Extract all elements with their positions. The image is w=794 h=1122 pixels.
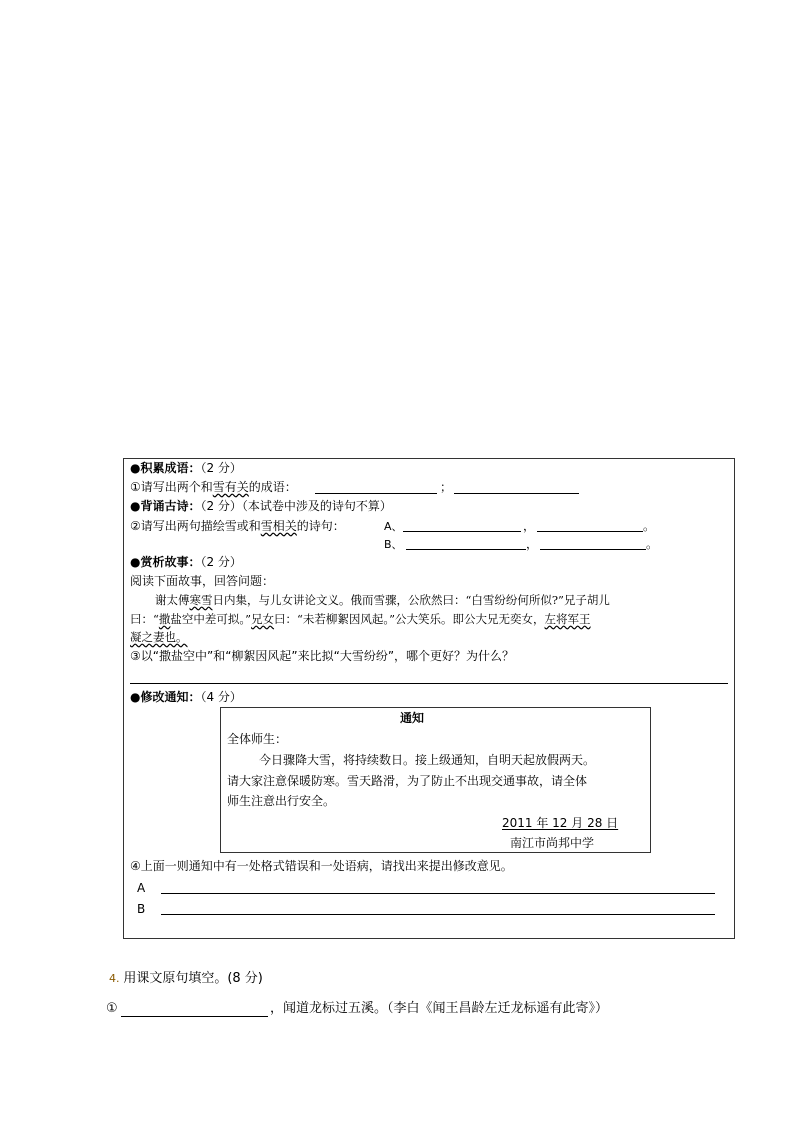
notice-line-1: 今日骤降大雪，将持续数日。接上级通知，自明天起放假两天。 xyxy=(259,753,596,767)
q1-prompt-end: 的成语： xyxy=(248,480,297,494)
q4-label-b: B xyxy=(137,902,146,916)
q2-blank-a1[interactable] xyxy=(403,531,521,532)
q2-period-a: 。 xyxy=(643,519,656,533)
q3-story-1b: 寒雪 xyxy=(189,593,213,607)
section4-heading xyxy=(109,969,263,988)
q4-score: （4 分） xyxy=(200,690,242,704)
q2-prompt-line xyxy=(130,517,345,535)
q4-question: ④上面一则通知中有一处格式错误和一处语病，请找出来提出修改意见。 xyxy=(130,859,513,873)
q3-header-line xyxy=(130,553,242,571)
notice-greeting: 全体师生： xyxy=(227,732,288,746)
q4-header-line xyxy=(130,688,242,706)
q1-separator: ； xyxy=(440,480,453,494)
q2-blank-b2[interactable] xyxy=(540,549,646,550)
q2-period-b: 。 xyxy=(646,537,659,551)
section4-number: 4. xyxy=(109,972,120,985)
q4-answer-a[interactable] xyxy=(161,893,715,894)
section4-item1-text: ，闻道龙标过五溪。（李白《闻王昌龄左迁龙标遥有此寄》） xyxy=(270,1001,609,1016)
q2-prompt-end: 的诗句： xyxy=(296,519,345,533)
q3-story-2f: 左将军王 xyxy=(544,612,591,626)
section4-title: 用课文原句填空。(8 分) xyxy=(123,971,263,986)
q3-header: ●赏析故事： xyxy=(130,555,201,569)
q4-header: ●修改通知： xyxy=(130,690,201,704)
q1-header-line xyxy=(130,459,242,477)
q3-intro: 阅读下面故事，回答问题： xyxy=(130,574,275,588)
q3-answer-line[interactable] xyxy=(130,683,728,684)
q2-blank-b1[interactable] xyxy=(406,549,526,550)
q3-story-2d: 兄女 xyxy=(251,612,275,626)
notice-signer: 南江市尚邦中学 xyxy=(510,836,595,850)
notice-line-2: 请大家注意保暖防寒。雪天路滑，为了防止不出现交通事故，请全体 xyxy=(227,774,588,788)
q1-score: （2 分） xyxy=(200,461,242,475)
q2-header-line xyxy=(130,497,392,515)
q2-prompt-emph: 雪相关 xyxy=(260,519,297,533)
q2-header: ●背诵古诗： xyxy=(130,499,201,513)
notice-line-3: 师生注意出行安全。 xyxy=(227,794,336,808)
q3-story-line-3 xyxy=(130,628,188,646)
section4-item1-blank[interactable] xyxy=(121,1016,268,1017)
section4-item1-num: ① xyxy=(106,1001,118,1016)
q3-story-2b: 撒 xyxy=(158,612,171,626)
q2-comma-b: ， xyxy=(526,537,539,551)
q3-story-2a: 曰：“ xyxy=(130,612,159,626)
q1-blank-2[interactable] xyxy=(454,493,579,494)
section4-item-1 xyxy=(106,1000,118,1018)
q3-question: ③以“撒盐空中”和“柳絮因风起”来比拟“大雪纷纷”，哪个更好？为什么？ xyxy=(130,649,515,663)
q4-answer-b[interactable] xyxy=(161,914,715,915)
q2-label-a: A、 xyxy=(384,520,403,533)
q1-prompt-emph: 雪有关 xyxy=(212,480,249,494)
q3-story-1a: 谢太傅 xyxy=(155,593,190,607)
q3-story-1c: 日内集，与儿女讲论文义。俄而雪骤，公欣然曰：“白雪纷纷何所似?”兄子胡儿 xyxy=(212,593,610,607)
q1-prompt: ①请写出两个和 xyxy=(130,480,213,494)
q2-score: （2 分）（本试卷中涉及的诗句不算） xyxy=(200,499,392,513)
q2-label-b: B、 xyxy=(384,538,403,551)
q3-story-line-1 xyxy=(155,591,610,609)
q3-story-2e: 曰：“未若柳絮因风起。”公大笑乐。即公大兄无奕女， xyxy=(274,612,545,626)
notice-title: 通知 xyxy=(400,711,425,725)
q2-prompt: ②请写出两句描绘雪或和 xyxy=(130,519,261,533)
q1-header: ●积累成语： xyxy=(130,461,201,475)
q3-story-2c: 盐空中差可拟。” xyxy=(170,612,252,626)
q4-label-a: A xyxy=(137,881,146,895)
q3-score: （2 分） xyxy=(200,555,242,569)
q3-story-3: 凝之妻也。 xyxy=(130,630,188,644)
q1-prompt-line xyxy=(130,478,297,496)
notice-date: 2011 年 12 月 28 日 xyxy=(502,816,619,830)
q1-blank-1[interactable] xyxy=(315,493,437,494)
q3-story-line-2 xyxy=(130,610,591,628)
q2-blank-a2[interactable] xyxy=(537,531,643,532)
q2-comma-a: ， xyxy=(523,519,536,533)
